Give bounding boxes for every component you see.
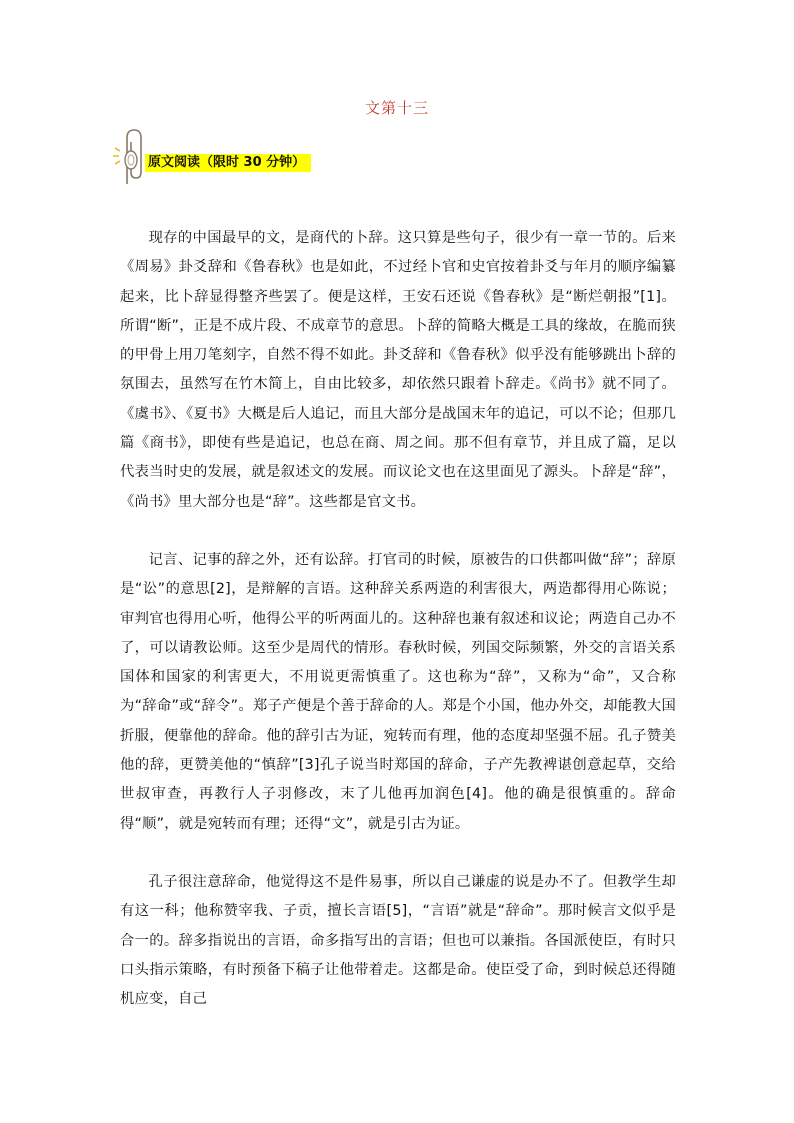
article-body <box>120 224 676 1043</box>
paragraph-1: 现存的中国最早的文，是商代的卜辞。这只算是些句子，很少有一章一节的。后来《周易》卦爻辞和《鲁春秋》也是如此，不过经卜官和史官按着卦爻与年月的顺序编纂起来，比卜辞显得整齐些罢了。便是这样，王安石还说《鲁春秋》是“断烂朝报”[1]。所谓“断”，正是不成片段、不成章节的意思。卜辞的简略大概是工具的缘故，在脆而狭的甲骨上用刀笔刻字，自然不得不如此。卦爻辞和《鲁春秋》似乎没有能够跳出卜辞的氛围去，虽然写在竹木简上，自由比较多，却依然只跟着卜辞走。《尚书》就不同了。《虞书》、《夏书》大概是后人追记，而且大部分是战国末年的追记，可以不论；但那几篇《商书》，即使有些是追记，也总在商、周之间。那不但有章节，并且成了篇，足以代表当时史的发展，就是叙述文的发展。而议论文也在这里面见了源头。卜辞是“辞”，《尚书》里大部分也是“辞”。这些都是官文书。 <box>120 230 676 510</box>
section-label: 原文阅读（限时 30 分钟） <box>145 154 311 172</box>
page-title: 文第十三 <box>364 99 429 117</box>
paragraph-3: 孔子很注意辞命，他觉得这不是件易事，所以自己谦虚的说是办不了。但教学生却有这一科；他称赞宰我、子贡，擅长言语[5]，“言语”就是“辞命”。那时候言文似乎是合一的。辞多指说出的言语，命多指写出的言语；但也可以兼指。各国派使臣，有时只口头指示策略，有时预备下稿子让他带着走。这都是命。使臣受了命，到时候总还得随机应变，自己 <box>120 873 676 1008</box>
paragraph-2: 记言、记事的辞之外，还有讼辞。打官司的时候，原被告的口供都叫做“辞”；辞原是“讼”的意思[2]，是辩解的言语。这种辞关系两造的利害很大，两造都得用心陈说；审判官也得用心听，他得公平的听两面儿的。这种辞也兼有叙述和议论；两造自己办不了，可以请教讼师。这至少是周代的情形。春秋时候，列国交际频繁，外交的言语关系国体和国家的利害更大，不用说更需慎重了。这也称为“辞”，又称为“命”，又合称为“辞命”或“辞令”。郑子产便是个善于辞命的人。郑是个小国，他办外交，却能教大国折服，便靠他的辞命。他的辞引古为证，宛转而有理，他的态度却坚强不屈。孔子赞美他的辞，更赞美他的“慎辞”[3]孔子说当时郑国的辞命，子产先教裨谌创意起草，交给世叔审查，再教行人子羽修改，末了儿他再加润色[4]。他的确是很慎重的。辞命得“顺”，就是宛转而有理；还得“文”，就是引古为证。 <box>120 551 676 832</box>
